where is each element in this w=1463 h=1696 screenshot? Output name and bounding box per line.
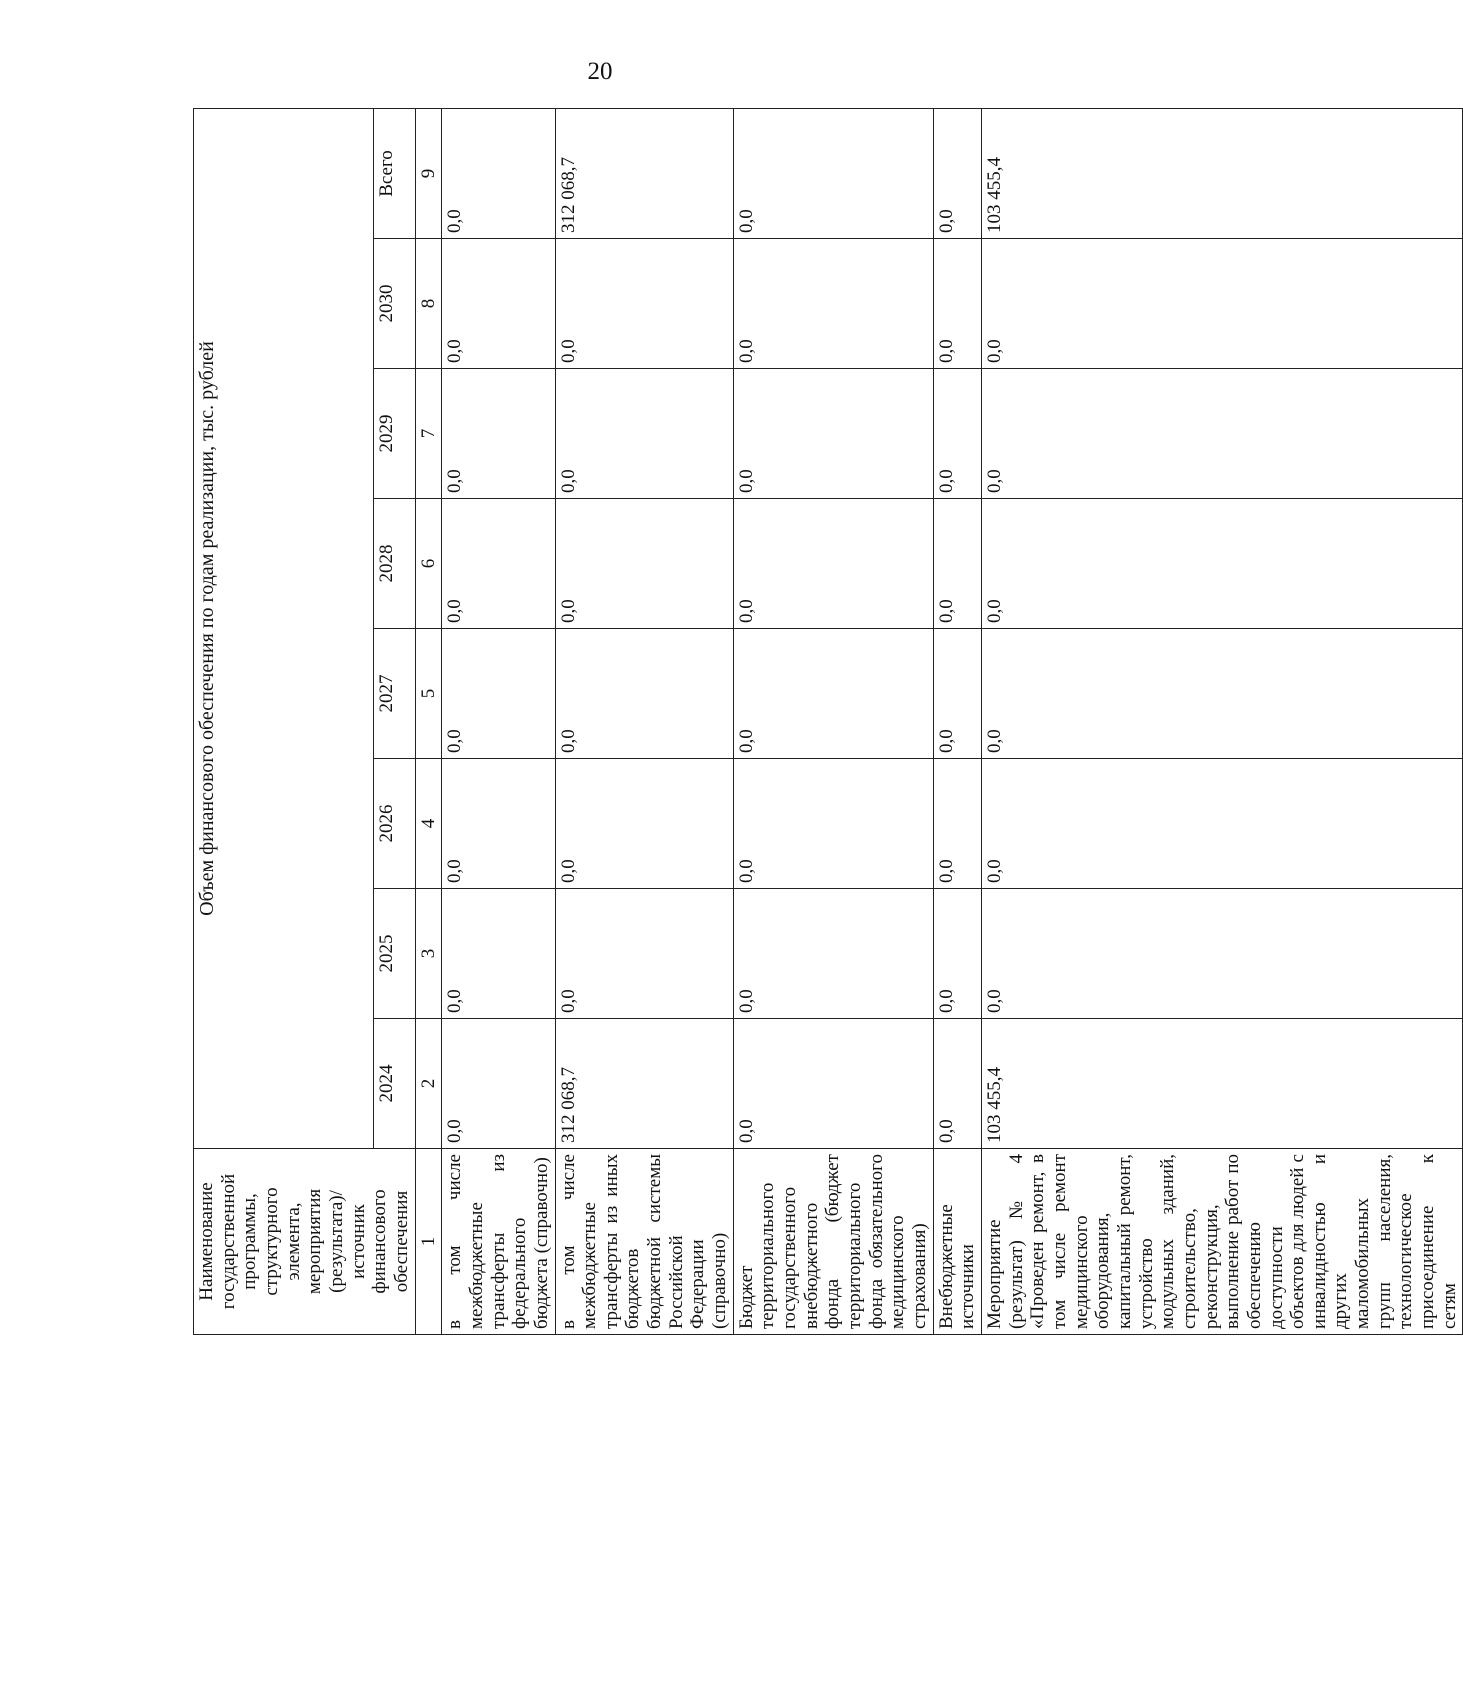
cell-value: 0,0 xyxy=(981,369,1462,499)
year-header: 2030 xyxy=(373,239,415,369)
table-row xyxy=(933,108,981,1334)
header-group: Объем финансового обеспечения по годам реализации, тыс. рублей xyxy=(194,108,374,1148)
cell-value: 0,0 xyxy=(933,629,981,759)
cell-value: 0,0 xyxy=(933,499,981,629)
column-number: 4 xyxy=(415,759,442,889)
financing-table xyxy=(193,108,1463,1335)
cell-value: 0,0 xyxy=(555,369,733,499)
cell-value: 103 455,4 xyxy=(981,1019,1462,1149)
table-row xyxy=(555,108,733,1334)
cell-value: 0,0 xyxy=(442,889,555,1019)
total-header: Всего xyxy=(373,108,415,238)
cell-value: 0,0 xyxy=(733,629,933,759)
cell-value: 0,0 xyxy=(555,759,733,889)
table-row xyxy=(981,108,1462,1334)
cell-value: 0,0 xyxy=(981,239,1462,369)
year-header: 2028 xyxy=(373,499,415,629)
column-number: 2 xyxy=(415,1019,442,1149)
header-name: Наименование государственной программы, структурного элемента, мероприятия (результата)/источник финансового обеспечения xyxy=(194,1149,416,1335)
column-number: 1 xyxy=(415,1149,442,1335)
column-number: 3 xyxy=(415,889,442,1019)
cell-value: 0,0 xyxy=(442,239,555,369)
cell-value: 0,0 xyxy=(442,499,555,629)
page-number: 20 xyxy=(587,58,613,85)
cell-value: 312 068,7 xyxy=(555,108,733,238)
cell-value: 0,0 xyxy=(981,499,1462,629)
column-number: 5 xyxy=(415,629,442,759)
row-label: Внебюджетные источники xyxy=(933,1149,981,1335)
year-header: 2025 xyxy=(373,889,415,1019)
row-label: в том числе межбюджетные трансферты из иных бюджетов бюджетной системы Российской Федерации (справочно) xyxy=(555,1149,733,1335)
year-header: 2027 xyxy=(373,629,415,759)
cell-value: 0,0 xyxy=(442,759,555,889)
table-row xyxy=(442,108,555,1334)
cell-value: 0,0 xyxy=(555,629,733,759)
cell-value: 0,0 xyxy=(933,889,981,1019)
cell-value: 0,0 xyxy=(555,889,733,1019)
cell-value: 0,0 xyxy=(442,369,555,499)
cell-value: 0,0 xyxy=(442,629,555,759)
column-number: 9 xyxy=(415,108,442,238)
cell-value: 0,0 xyxy=(442,108,555,238)
cell-value: 0,0 xyxy=(933,108,981,238)
column-number: 6 xyxy=(415,499,442,629)
cell-value: 103 455,4 xyxy=(981,108,1462,238)
column-number: 7 xyxy=(415,369,442,499)
cell-value: 0,0 xyxy=(733,499,933,629)
cell-value: 0,0 xyxy=(981,889,1462,1019)
cell-value: 0,0 xyxy=(933,1019,981,1149)
header-row-group xyxy=(194,108,374,1334)
cell-value: 0,0 xyxy=(733,239,933,369)
cell-value: 0,0 xyxy=(981,629,1462,759)
cell-value: 0,0 xyxy=(442,1019,555,1149)
column-number: 8 xyxy=(415,239,442,369)
year-header: 2026 xyxy=(373,759,415,889)
table-row xyxy=(733,108,933,1334)
cell-value: 0,0 xyxy=(933,759,981,889)
year-header: 2024 xyxy=(373,1019,415,1149)
cell-value: 0,0 xyxy=(733,889,933,1019)
cell-value: 0,0 xyxy=(555,499,733,629)
cell-value: 0,0 xyxy=(981,759,1462,889)
cell-value: 0,0 xyxy=(733,108,933,238)
row-label: Бюджет территориального государственного внебюджетного фонда (бюджет территориального фонда обязательного медицинского страхования) xyxy=(733,1149,933,1335)
cell-value: 0,0 xyxy=(933,369,981,499)
row-label: в том числе межбюджетные трансферты из федерального бюджета (справочно) xyxy=(442,1149,555,1335)
cell-value: 0,0 xyxy=(933,239,981,369)
column-number-row xyxy=(415,108,442,1334)
cell-value: 0,0 xyxy=(733,1019,933,1149)
financing-table-frame xyxy=(193,125,1460,1335)
cell-value: 0,0 xyxy=(733,369,933,499)
cell-value: 0,0 xyxy=(733,759,933,889)
cell-value: 312 068,7 xyxy=(555,1019,733,1149)
year-header: 2029 xyxy=(373,369,415,499)
row-label: Мероприятие (результат) № 4 «Проведен ремонт, в том числе ремонт медицинского оборудования, капитальный ремонт, устройство модульных зданий, строительство, реконструкция, выполнение работ по обеспечению доступности объектов для людей с инвалидностью и других маломобильных групп населения, технологическое присоединение к сетям xyxy=(981,1149,1462,1335)
cell-value: 0,0 xyxy=(555,239,733,369)
